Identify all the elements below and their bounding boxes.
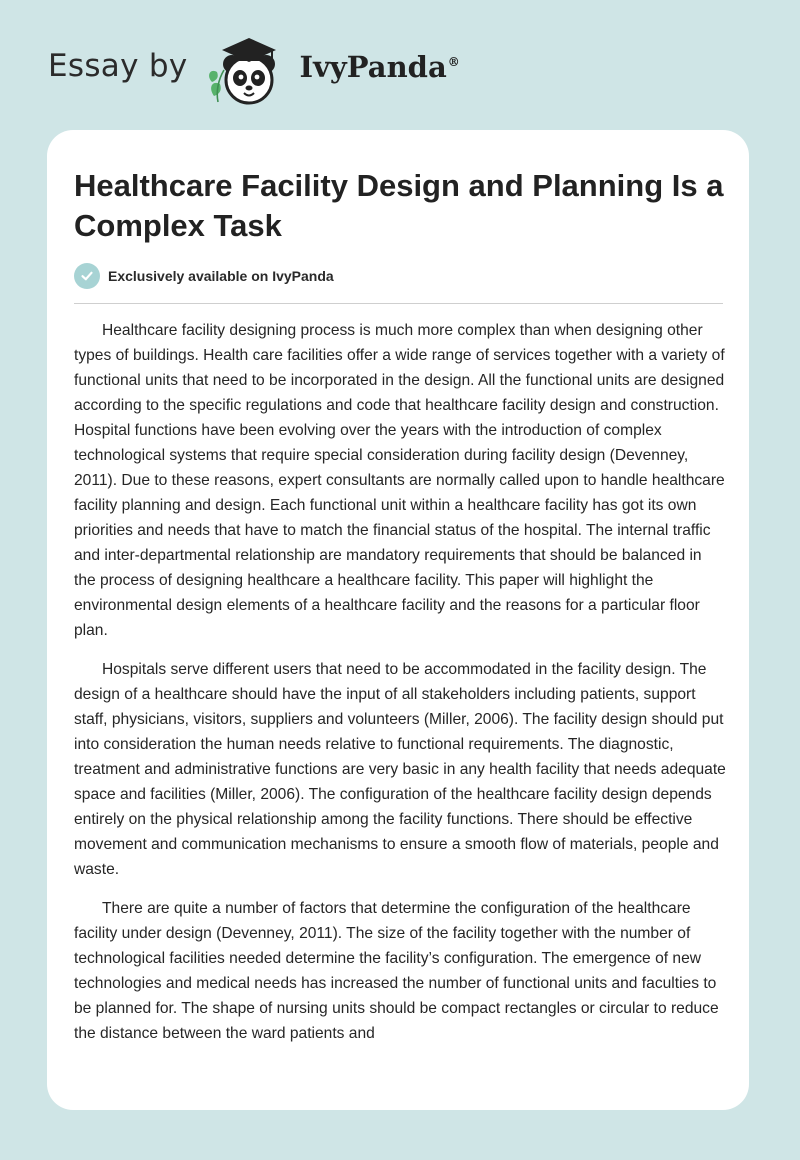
paragraph: Healthcare facility designing process is much more complex than when designing other types of buildings. Health care facilities offer a wide range of services together with a variety of functional units that need to be incorporated in the design. All the functional units are designed according to the specific regulations and code that healthcare facility design and construction. Hospital functions have been evolving over the years with the introduction of complex technological systems that require special consideration during facility design (Devenney, 2011). Due to these reasons, expert consultants are normally called upon to handle healthcare facility planning and design. Each functional unit within a healthcare facility has got its own priorities and needs that have to match the financial status of the hospital. The internal traffic and inter-departmental relationship are mandatory requirements that should be balanced in the process of designing healthcare a healthcare facility. This paper will highlight the environmental design elements of a healthcare facility and the reasons for a particular floor plan. — [74, 322, 725, 639]
exclusive-label: Exclusively available on IvyPanda — [108, 268, 334, 284]
brand-prefix: Essay by — [48, 48, 188, 84]
paragraph: Hospitals serve different users that need to be accommodated in the facility design. The design of a healthcare should have the input of all stakeholders including patients, support staff, physicians, visitors, suppliers and volunteers (Miller, 2006). The facility design should put into consideration the human needs relative to functional requirements. The diagnostic, treatment and administrative functions are very basic in any health facility that needs adequate space and facilities (Miller, 2006). The configuration of the healthcare facility design depends entirely on the physical relationship among the facility functions. There should be effective movement and communication mechanisms to ensure a smooth flow of materials, people and waste. — [74, 661, 726, 878]
essay-body — [74, 318, 726, 1078]
panda-logo-icon — [202, 30, 294, 110]
page-title: Healthcare Facility Design and Planning Is a Complex Task — [74, 168, 724, 243]
exclusive-badge — [74, 263, 334, 289]
paragraph: There are quite a number of factors that determine the configuration of the healthcare facility under design (Devenney, 2011). The size of the facility together with the number of technological facilities needed determine the facility’s configuration. The emergence of new technologies and medical needs has increased the number of functional units and faculties to be planned for. The shape of nursing units should be compact rectangles or circular to reduce the distance between the ward patients and — [74, 900, 719, 1042]
divider — [74, 303, 723, 304]
brand-header — [48, 30, 460, 110]
brand-name: IvyPanda® — [299, 50, 460, 84]
essay-card — [47, 130, 749, 1110]
check-icon — [74, 263, 100, 289]
